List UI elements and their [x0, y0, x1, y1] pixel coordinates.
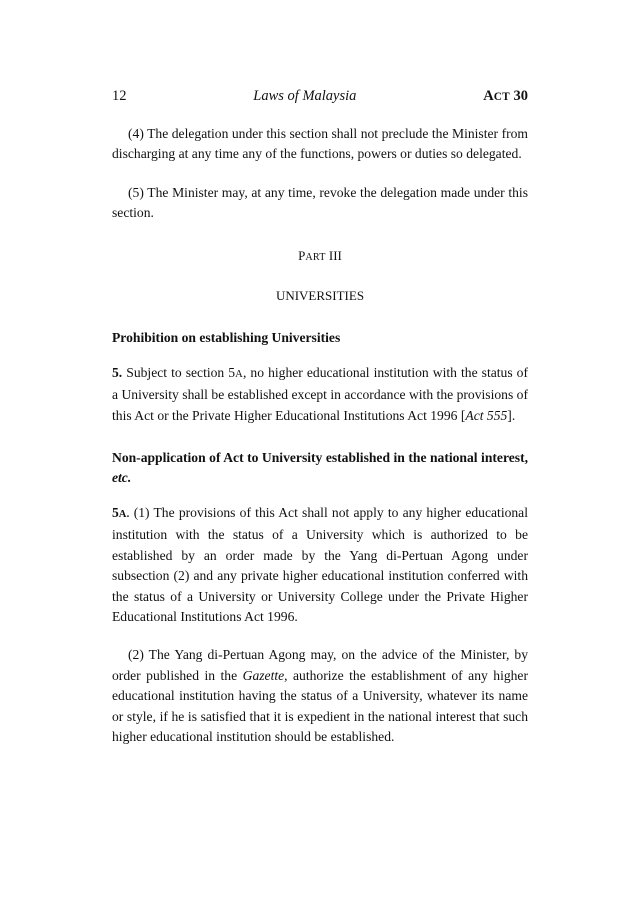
act-number: ACT 30 [483, 88, 528, 104]
part-title: UNIVERSITIES [275, 288, 365, 304]
section-5a-number: 5A. [112, 504, 130, 520]
section-5-text: 5. Subject to section 5A, no higher educational institution with the status of a University shall be established except in accordance with the provisions of this Act or the Private Higher Educational Institutions Act 1996 [Act 555]. [112, 364, 529, 423]
paragraph-subsection-4: (4) The delegation under this section shall not preclude the Minister from discharging at any time any of the functions, powers or duties so delegated. [112, 126, 528, 162]
running-header [112, 86, 528, 107]
law-title: Laws of Malaysia [253, 88, 357, 104]
gazette-reference: Gazette [242, 667, 285, 683]
section-5a-subsection-1: 5A. (1) The provisions of this Act shall not apply to any higher educational institution with the status of a University which is authorized to be established by an order made by the Yang di-Pertuan Agong under subsection (2) and any private higher educational institution conferred with the status of a University or University College under the Private Higher Educational Institutions Act 1996. [112, 504, 528, 624]
section-5a-heading: Non-application of Act to University established in the national interest, etc. [112, 450, 528, 486]
act-555-reference: Act 555 [465, 407, 508, 423]
section-5-heading: Prohibition on establishing Universities [112, 330, 341, 346]
page-number: 12 [112, 88, 127, 104]
document-page [112, 86, 528, 747]
section-5a-subsection-2: (2) The Yang di-Pertuan Agong may, on the advice of the Minister, by order published in the Gazette, authorize the establishment of any higher educational institution having the status of a University, whatever its name or style, if he is satisfied that it is expedient in the national interest that such higher educational institution should be established. [112, 647, 528, 744]
paragraph-subsection-5: (5) The Minister may, at any time, revoke the delegation made under this section. [112, 184, 528, 221]
part-label: PART III [298, 247, 342, 263]
section-5-number: 5. [112, 364, 123, 380]
